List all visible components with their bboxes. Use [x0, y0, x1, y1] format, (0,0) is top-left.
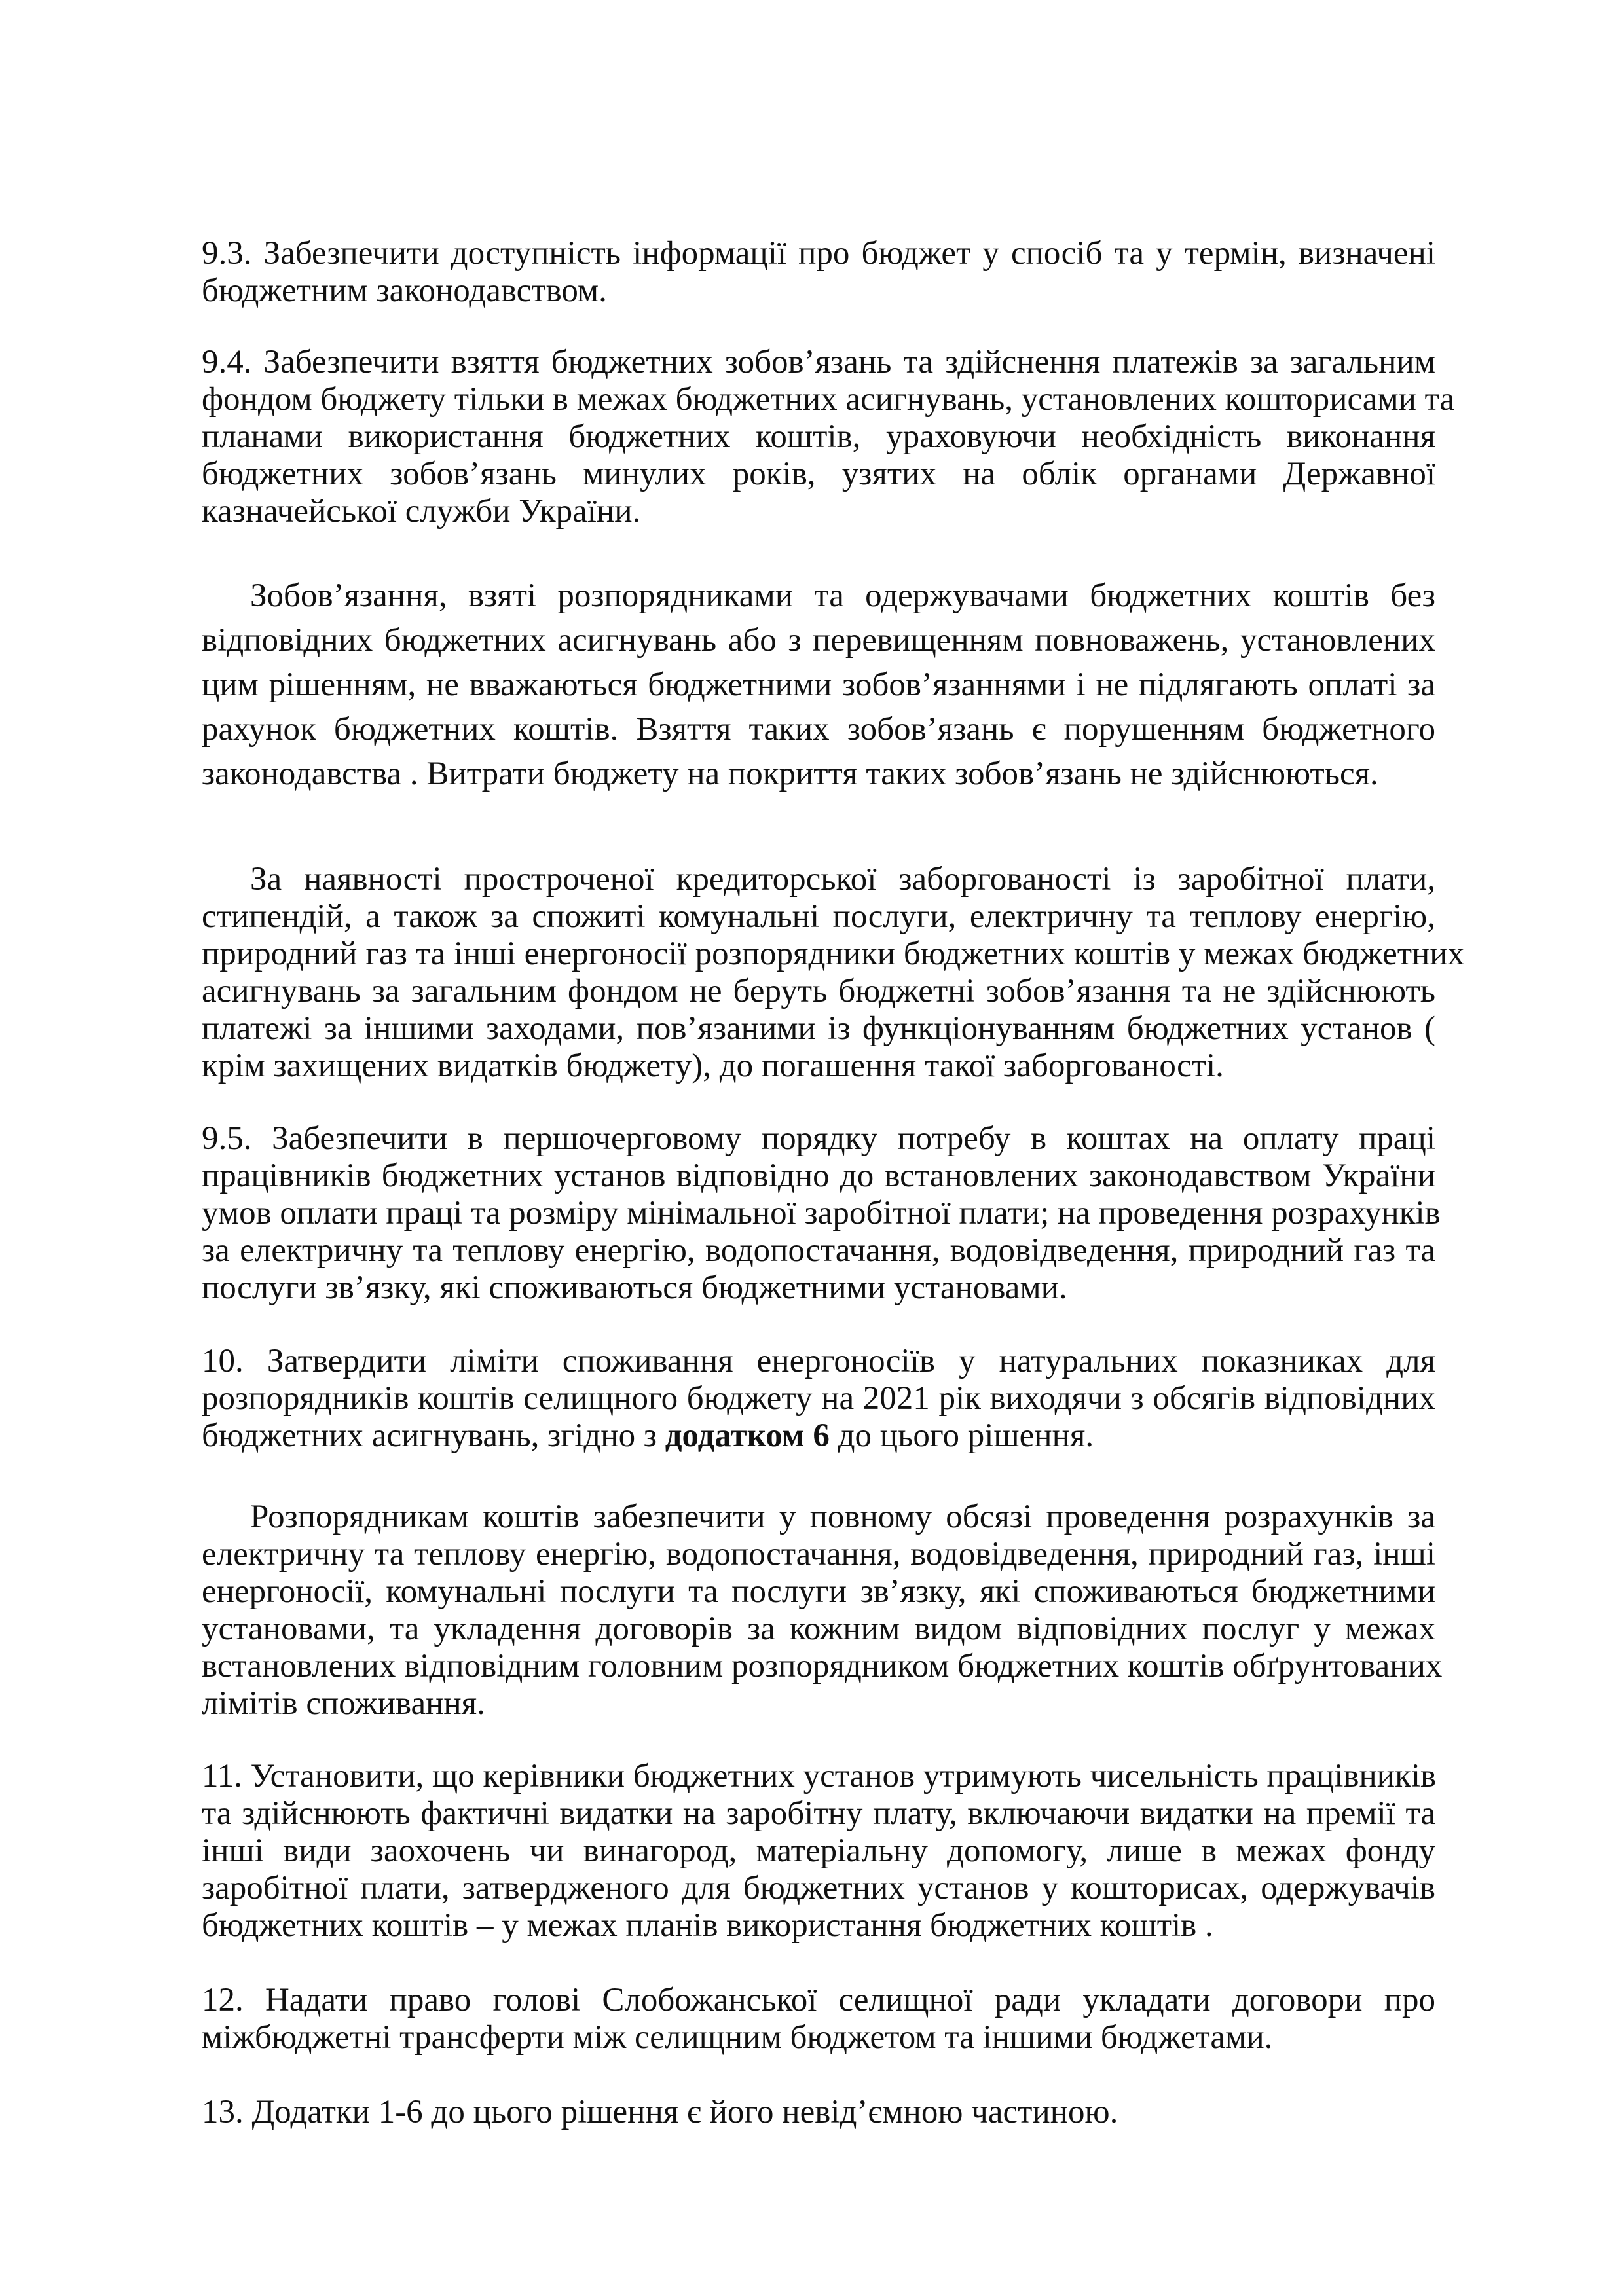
- paragraph-line: природний газ та інші енергоносії розпорядники бюджетних коштів у межах бюджетних: [202, 936, 1465, 972]
- paragraph-line: Зобов’язання, взяті розпорядниками та одержувачами бюджетних коштів без: [250, 577, 1435, 614]
- paragraph-9-4: [202, 344, 1455, 530]
- paragraph-line: 9.4. Забезпечити взяття бюджетних зобов’язань та здійснення платежів за загальним: [202, 344, 1435, 380]
- paragraph-line: законодавства . Витрати бюджету на покриття таких зобов’язань не здійснюються.: [202, 756, 1378, 792]
- paragraph-line: рахунок бюджетних коштів. Взяття таких зобов’язань є порушенням бюджетного: [202, 711, 1435, 748]
- paragraph-line: За наявності простроченої кредиторської заборгованості із заробітної плати,: [250, 861, 1435, 898]
- paragraph-12: [202, 1982, 1435, 2056]
- paragraph-line: крім захищених видатків бюджету), до погашення такої заборгованості.: [202, 1048, 1224, 1084]
- paragraph-line: [202, 1417, 1435, 1455]
- paragraph-line: енергоносії, комунальні послуги та послуги зв’язку, які споживаються бюджетними: [202, 1573, 1435, 1610]
- paragraph-9-3: [202, 235, 1435, 310]
- text-segment: бюджетних асигнувань, згідно з: [202, 1417, 665, 1454]
- paragraph-line: встановлених відповідним головним розпорядником бюджетних коштів обґрунтованих: [202, 1648, 1443, 1685]
- paragraph-line: працівників бюджетних установ відповідно до встановлених законодавством України: [202, 1157, 1435, 1194]
- paragraph-line: розпорядників коштів селищного бюджету на 2021 рік виходячи з обсягів відповідних: [202, 1380, 1435, 1417]
- paragraph-line: 9.3. Забезпечити доступність інформації про бюджет у спосіб та у термін, визначені: [202, 235, 1435, 272]
- paragraph-10: [202, 1343, 1435, 1455]
- paragraph-11: [202, 1758, 1435, 1944]
- paragraph-line: інші види заохочень чи винагород, матеріальну допомогу, лише в межах фонду: [202, 1832, 1435, 1869]
- paragraph-line: платежі за іншими заходами, пов’язаними із функціонуванням бюджетних установ (: [202, 1010, 1435, 1047]
- paragraph-managers: [202, 1499, 1443, 1722]
- bold-reference: додатком 6: [665, 1417, 830, 1454]
- paragraph-line: електричну та теплову енергію, водопостачання, водовідведення, природний газ, інші: [202, 1536, 1435, 1573]
- paragraph-9-5: [202, 1120, 1441, 1307]
- paragraph-arrears: [202, 861, 1465, 1085]
- paragraph-line: бюджетним законодавством.: [202, 272, 607, 309]
- paragraph-line: 13. Додатки 1-6 до цього рішення є його невід’ємною частиною.: [202, 2094, 1118, 2130]
- paragraph-line: відповідних бюджетних асигнувань або з перевищенням повноважень, установлених: [202, 622, 1435, 659]
- paragraph-line: 10. Затвердити ліміти споживання енергоносіїв у натуральних показниках для: [202, 1343, 1435, 1379]
- text-segment: до цього рішення.: [829, 1417, 1094, 1454]
- paragraph-line: 11. Установити, що керівники бюджетних установ утримують чисельність працівників: [202, 1758, 1437, 1795]
- paragraph-line: планами використання бюджетних коштів, ураховуючи необхідність виконання: [202, 418, 1435, 455]
- paragraph-line: 12. Надати право голові Слобожанської селищної ради укладати договори про: [202, 1982, 1435, 2018]
- paragraph-line: послуги зв’язку, які споживаються бюджетними установами.: [202, 1269, 1067, 1306]
- paragraph-line: за електричну та теплову енергію, водопостачання, водовідведення, природний газ та: [202, 1232, 1435, 1269]
- paragraph-line: та здійснюють фактичні видатки на заробітну плату, включаючи видатки на премії та: [202, 1795, 1435, 1832]
- paragraph-line: заробітної плати, затвердженого для бюджетних установ у кошторисах, одержувачів: [202, 1870, 1435, 1906]
- paragraph-line: 9.5. Забезпечити в першочерговому порядку потребу в коштах на оплату праці: [202, 1120, 1435, 1157]
- paragraph-obligations: [202, 574, 1435, 796]
- paragraph-line: умов оплати праці та розміру мінімальної заробітної плати; на проведення розрахунків: [202, 1195, 1441, 1231]
- paragraph-line: казначейської служби України.: [202, 493, 641, 530]
- paragraph-line: лімітів споживання.: [202, 1685, 485, 1722]
- paragraph-line: цим рішенням, не вважаються бюджетними зобов’язаннями і не підлягають оплаті за: [202, 666, 1435, 703]
- paragraph-line: установами, та укладення договорів за кожним видом відповідних послуг у межах: [202, 1611, 1435, 1647]
- paragraph-line: асигнувань за загальним фондом не беруть бюджетні зобов’язання та не здійснюють: [202, 973, 1435, 1010]
- paragraph-line: стипендій, а також за спожиті комунальні послуги, електричну та теплову енергію,: [202, 898, 1435, 935]
- paragraph-line: бюджетних зобов’язань минулих років, узятих на облік органами Державної: [202, 456, 1435, 492]
- paragraph-line: бюджетних коштів – у межах планів використання бюджетних коштів .: [202, 1907, 1213, 1944]
- paragraph-13: [202, 2094, 1435, 2131]
- paragraph-line: міжбюджетні трансферти між селищним бюджетом та іншими бюджетами.: [202, 2019, 1273, 2056]
- paragraph-line: Розпорядникам коштів забезпечити у повному обсязі проведення розрахунків за: [250, 1499, 1435, 1535]
- paragraph-line: фондом бюджету тільки в межах бюджетних асигнувань, установлених кошторисами та: [202, 381, 1455, 418]
